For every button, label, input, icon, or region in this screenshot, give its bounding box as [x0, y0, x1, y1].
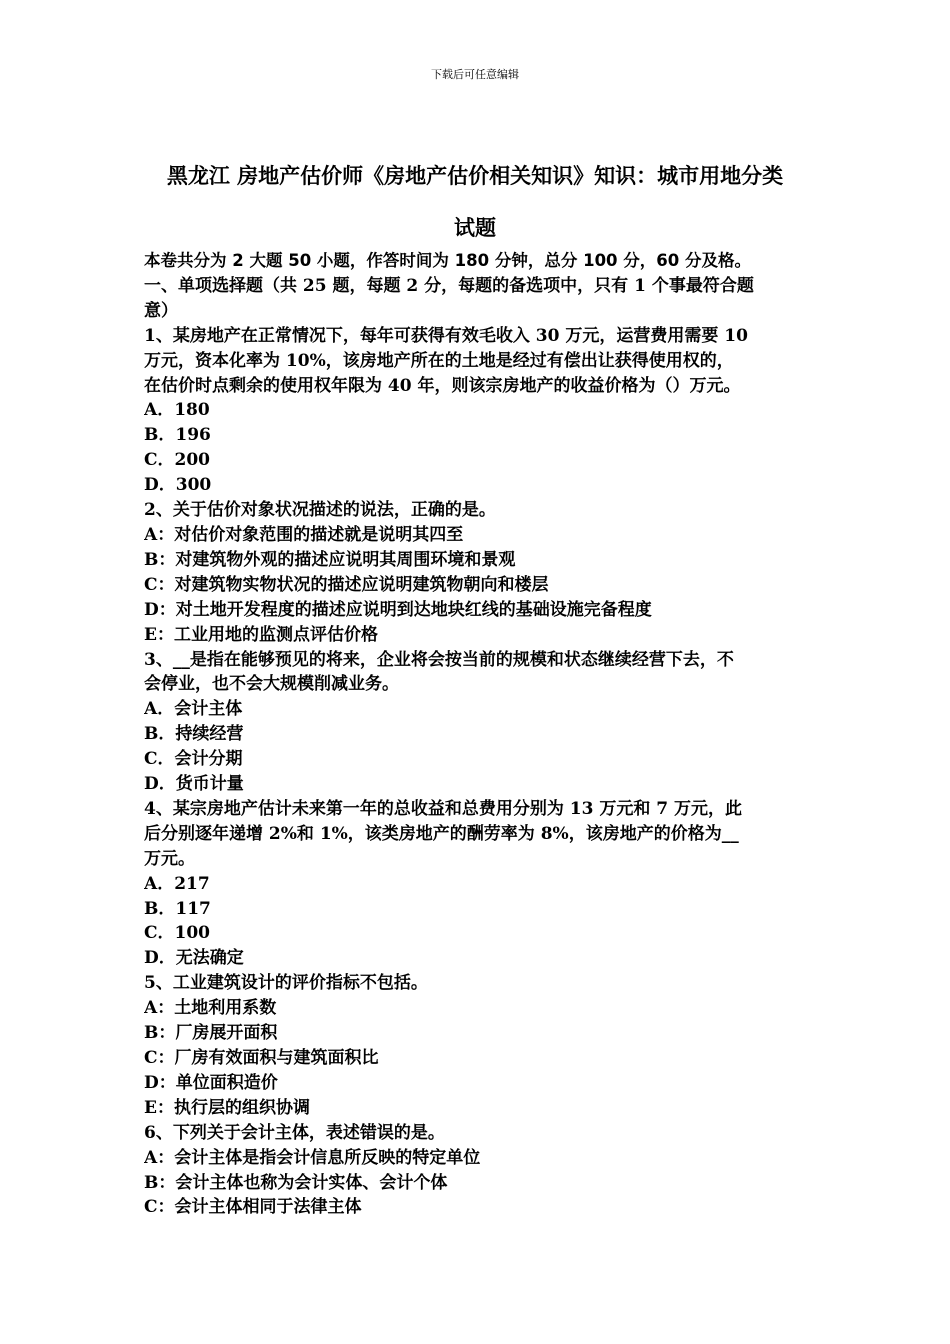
text-line: C．100: [144, 923, 211, 944]
document-title: [140, 150, 810, 254]
text-line: E：执行层的组织协调: [144, 1097, 310, 1118]
text-line: 6、下列关于会计主体，表述错误的是。: [144, 1122, 445, 1143]
text-line: 2、关于估价对象状况描述的说法，正确的是。: [144, 500, 496, 521]
text-line: A：会计主体是指会计信息所反映的特定单位: [144, 1147, 481, 1168]
text-line: C：厂房有效面积与建筑面积比: [144, 1048, 379, 1068]
text-line: B：会计主体也称为会计实体、会计个体: [144, 1172, 448, 1193]
text-line: A：土地利用系数: [144, 998, 277, 1019]
text-line: 万元。: [144, 848, 195, 869]
text-line: B：厂房展开面积: [144, 1023, 278, 1044]
text-line: 后分别逐年递增 2%和 1%，该类房地产的酬劳率为 8%，该房地产的价格为__: [144, 823, 739, 844]
text-line: C：会计主体相同于法律主体: [144, 1197, 362, 1218]
text-line: 意）: [144, 300, 178, 321]
text-line: B．持续经营: [144, 724, 244, 745]
text-line: D．300: [144, 475, 212, 496]
text-line: 4、某宗房地产估计未来第一年的总收益和总费用分别为 13 万元和 7 万元，此: [144, 798, 742, 819]
document-body: [144, 249, 810, 1220]
text-line: 万元，资本化率为 10%，该房地产所在的土地是经过有偿出让获得使用权的，: [144, 350, 734, 371]
text-line: D：对土地开发程度的描述应说明到达地块红线的基础设施完备程度: [144, 599, 652, 620]
text-line: C．200: [144, 450, 211, 471]
text-line: E：工业用地的监测点评估价格: [144, 624, 378, 645]
page-header-note: 下载后可任意编辑: [431, 68, 519, 81]
text-line: A．217: [144, 873, 210, 894]
text-line: C：对建筑物实物状况的描述应说明建筑物朝向和楼层: [144, 574, 549, 595]
text-line: A：对估价对象范围的描述就是说明其四至: [144, 524, 464, 545]
title-line: 试题: [454, 216, 496, 240]
text-line: 在估价时点剩余的使用权年限为 40 年，则该宗房地产的收益价格为（）万元。: [144, 375, 741, 396]
text-line: 一、单项选择题（共 25 题，每题 2 分，每题的备选项中，只有 1 个事最符合题: [144, 275, 754, 296]
question-list: [144, 274, 810, 1220]
text-line: C．会计分期: [144, 749, 243, 770]
text-line: 1、某房地产在正常情况下，每年可获得有效毛收入 30 万元，运营费用需要 10: [144, 325, 748, 346]
text-line: B：对建筑物外观的描述应说明其周围环境和景观: [144, 549, 516, 570]
text-line: B．117: [144, 898, 211, 919]
text-line: D：单位面积造价: [144, 1072, 278, 1093]
text-line: D．货币计量: [144, 774, 244, 795]
text-line: 5、工业建筑设计的评价指标不包括。: [144, 973, 428, 994]
text-line: 会停业，也不会大规模削减业务。: [144, 674, 399, 695]
text-line: 3、__是指在能够预见的将来，企业将会按当前的规模和状态继续经营下去，不: [144, 649, 734, 670]
text-line: A．180: [144, 400, 210, 421]
exam-intro: 本卷共分为 2 大题 50 小题，作答时间为 180 分钟，总分 100 分，60 分及格。: [144, 251, 751, 270]
text-line: B．196: [144, 425, 211, 446]
text-line: A．会计主体: [144, 699, 243, 720]
text-line: D．无法确定: [144, 948, 244, 969]
title-line: 黑龙江 房地产估价师《房地产估价相关知识》知识：城市用地分类: [166, 164, 784, 188]
